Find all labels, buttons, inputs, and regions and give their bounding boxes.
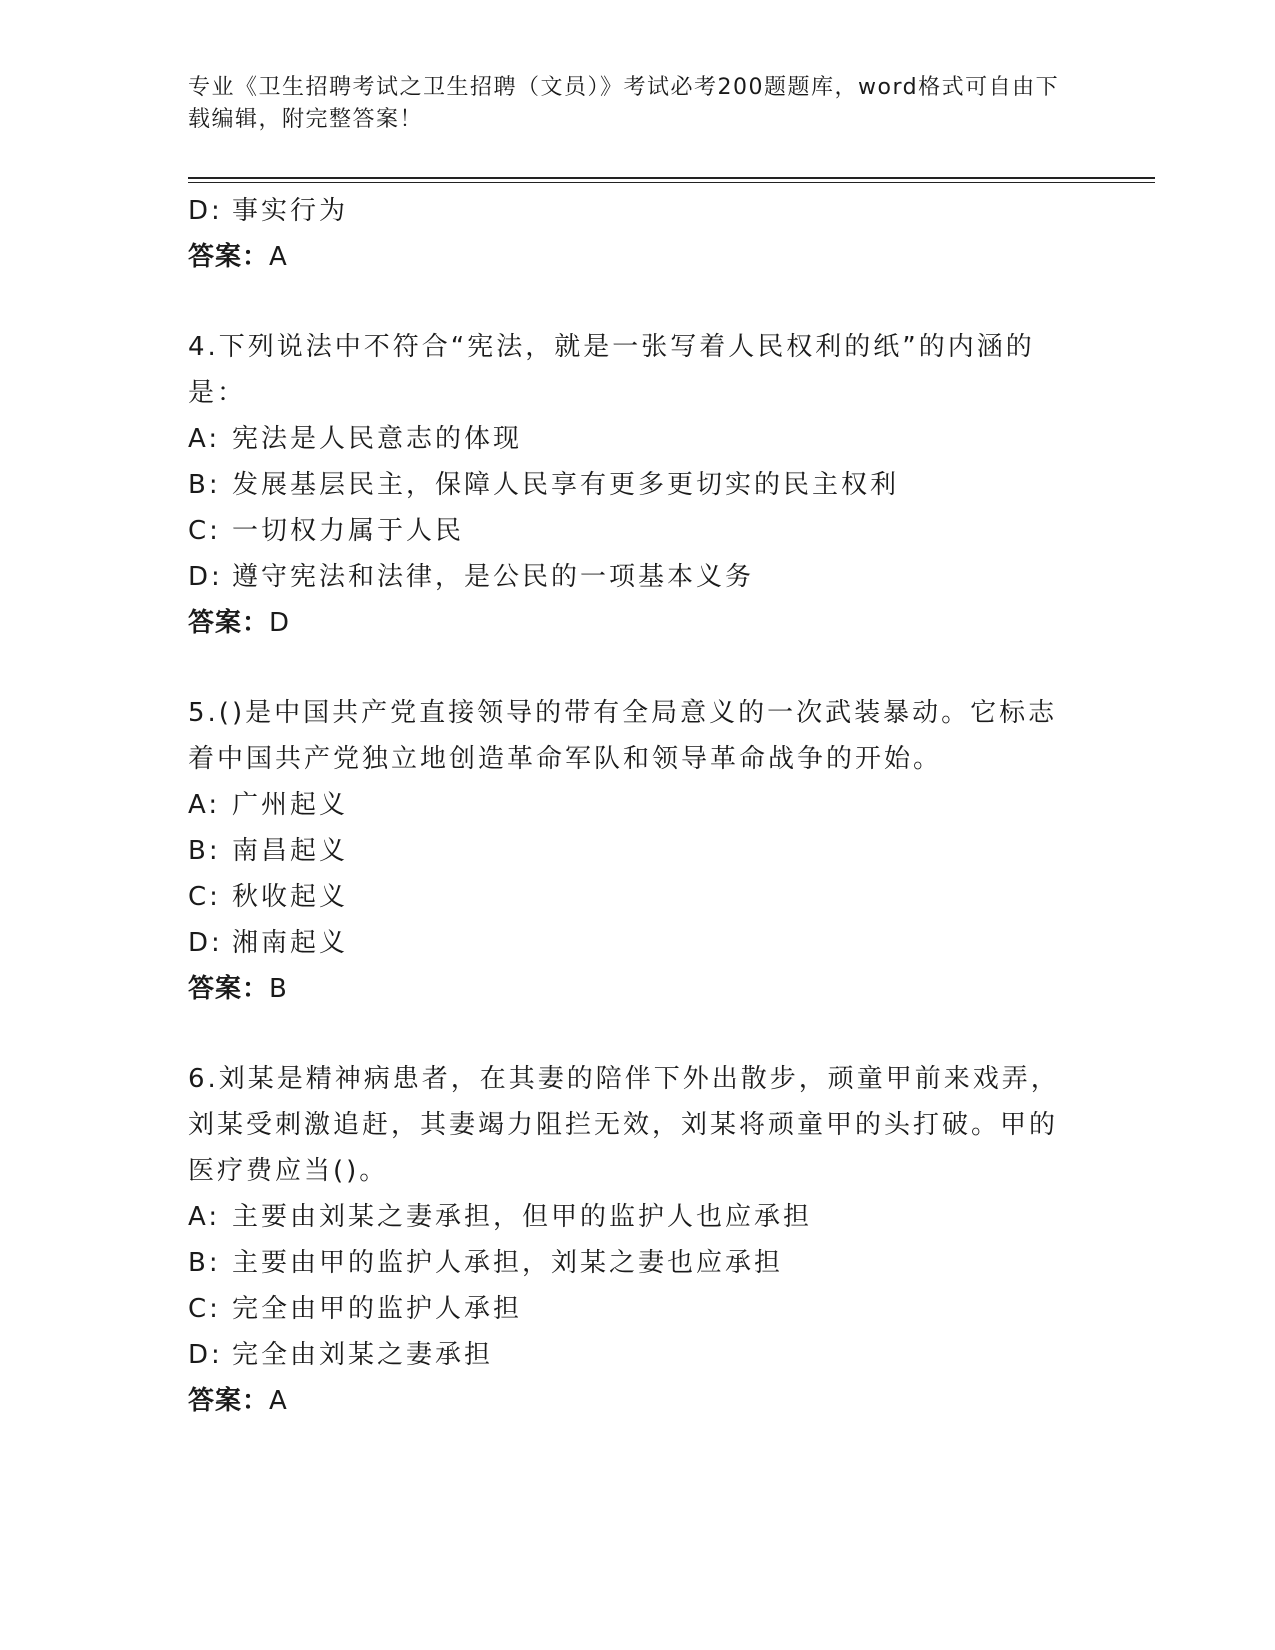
option-a xyxy=(188,416,1068,462)
option-b xyxy=(188,462,1068,508)
option-text: 南昌起义 xyxy=(232,836,349,866)
answer-line xyxy=(188,600,1068,646)
answer-value: B xyxy=(269,974,288,1004)
option-letter: B: xyxy=(188,836,221,866)
option-b xyxy=(188,1240,1068,1286)
option-text: 宪法是人民意志的体现 xyxy=(232,424,523,454)
option-a xyxy=(188,782,1068,828)
option-d xyxy=(188,1332,1068,1378)
answer-label: 答案： xyxy=(188,974,270,1004)
option-text: 完全由刘某之妻承担 xyxy=(232,1340,494,1370)
question-stem: 4.下列说法中不符合“宪法，就是一张写着人民权利的纸”的内涵的是： xyxy=(188,332,1035,408)
option-letter: A: xyxy=(188,790,221,820)
option-letter: D: xyxy=(188,562,223,592)
option-letter: C: xyxy=(188,1294,221,1324)
option-letter: A: xyxy=(188,1202,221,1232)
option-text: 发展基层民主，保障人民享有更多更切实的民主权利 xyxy=(232,470,900,500)
answer-value: D xyxy=(269,608,291,638)
question-stem: 5.()是中国共产党直接领导的带有全局意义的一次武装暴动。它标志着中国共产党独立地创造革命军队和领导革命战争的开始。 xyxy=(188,698,1058,774)
option-text: 事实行为 xyxy=(232,196,349,226)
question-4 xyxy=(188,324,1068,646)
header-divider-thin xyxy=(188,182,1155,183)
option-text: 完全由甲的监护人承担 xyxy=(232,1294,523,1324)
option-letter: A: xyxy=(188,424,221,454)
document-header: 专业《卫生招聘考试之卫生招聘（文员）》考试必考200题题库，word格式可自由下载编辑，附完整答案！ xyxy=(188,75,1060,132)
option-text: 遵守宪法和法律，是公民的一项基本义务 xyxy=(232,562,755,592)
option-d xyxy=(188,188,1068,234)
option-d xyxy=(188,554,1068,600)
option-text: 湘南起义 xyxy=(232,928,349,958)
option-c xyxy=(188,1286,1068,1332)
option-letter: B: xyxy=(188,470,221,500)
option-letter: C: xyxy=(188,516,221,546)
option-letter: C: xyxy=(188,882,221,912)
option-letter: B: xyxy=(188,1248,221,1278)
header-divider-thick xyxy=(188,177,1155,179)
question-6 xyxy=(188,1056,1068,1424)
option-d xyxy=(188,920,1068,966)
option-text: 秋收起义 xyxy=(232,882,349,912)
answer-line xyxy=(188,1378,1068,1424)
option-letter: D: xyxy=(188,928,223,958)
option-text: 一切权力属于人民 xyxy=(232,516,465,546)
question-stem: 6.刘某是精神病患者，在其妻的陪伴下外出散步，顽童甲前来戏弄，刘某受刺激追赶，其妻竭力阻拦无效，刘某将顽童甲的头打破。甲的医疗费应当()。 xyxy=(188,1064,1060,1186)
answer-value: A xyxy=(269,242,288,272)
option-letter: D: xyxy=(188,196,223,226)
option-text: 广州起义 xyxy=(232,790,349,820)
option-text: 主要由刘某之妻承担，但甲的监护人也应承担 xyxy=(232,1202,813,1232)
question-fragment xyxy=(188,188,1068,280)
answer-value: A xyxy=(269,1386,288,1416)
option-a xyxy=(188,1194,1068,1240)
answer-line xyxy=(188,966,1068,1012)
option-c xyxy=(188,508,1068,554)
question-list xyxy=(188,188,1068,1424)
answer-line xyxy=(188,234,1068,280)
answer-label: 答案： xyxy=(188,1386,270,1416)
option-letter: D: xyxy=(188,1340,223,1370)
answer-label: 答案： xyxy=(188,242,270,272)
option-c xyxy=(188,874,1068,920)
answer-label: 答案： xyxy=(188,608,270,638)
question-5 xyxy=(188,690,1068,1012)
option-text: 主要由甲的监护人承担，刘某之妻也应承担 xyxy=(232,1248,784,1278)
option-b xyxy=(188,828,1068,874)
